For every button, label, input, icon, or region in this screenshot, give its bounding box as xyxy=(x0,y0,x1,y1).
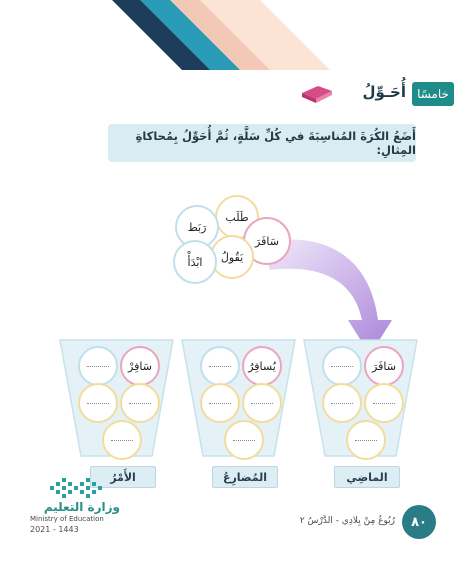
section-title: أُحَـوِّلُ xyxy=(362,83,406,101)
ministry-name-en: Ministry of Education xyxy=(30,515,104,523)
ball-word[interactable]: طَلَب xyxy=(215,195,259,239)
empty-slot[interactable] xyxy=(346,420,386,460)
empty-slot[interactable] xyxy=(120,383,160,423)
filled-slot: سَافَرَ xyxy=(364,346,404,386)
ball-word[interactable]: ابْدَأْ xyxy=(173,240,217,284)
empty-slot[interactable] xyxy=(78,383,118,423)
empty-slot[interactable] xyxy=(200,346,240,386)
filled-slot: يُسافِرُ xyxy=(242,346,282,386)
header-decoration xyxy=(0,0,474,70)
section-badge: خامسًا xyxy=(412,82,454,106)
instruction-text: أَضَعُ الكُرَةَ المُناسِبَةَ في كُلِّ سَلَّةٍ، ثُمَّ أُحَوِّلُ بِمُحاكاةِ المِثالِ: xyxy=(108,124,416,162)
ball-cluster xyxy=(170,195,300,295)
empty-slot[interactable] xyxy=(364,383,404,423)
empty-slot[interactable] xyxy=(200,383,240,423)
ball-word[interactable]: يَقُولُ xyxy=(210,235,254,279)
funnel-label-amr: الأَمْرُ xyxy=(90,466,156,488)
book-icon xyxy=(300,83,334,105)
ball-word[interactable]: رَبَط xyxy=(175,205,219,249)
page-number: ٨٠ xyxy=(402,505,436,539)
empty-slot[interactable] xyxy=(322,383,362,423)
lesson-footer: رُبُوعُ مِنْ بِلادِي - الدَّرْسُ ٢ xyxy=(299,516,395,526)
ball-word[interactable]: سَافَرَ xyxy=(243,217,291,265)
edition-year: 2021 - 1443 xyxy=(30,525,79,534)
filled-slot: سَافِرْ xyxy=(120,346,160,386)
empty-slot[interactable] xyxy=(224,420,264,460)
empty-slot[interactable] xyxy=(78,346,118,386)
empty-slot[interactable] xyxy=(322,346,362,386)
ministry-logo-icon xyxy=(48,478,108,498)
funnel-label-madi: الماضِي xyxy=(334,466,400,488)
funnel-label-mudari: المُضارِعُ xyxy=(212,466,278,488)
ministry-name-ar: وزارة التعليم xyxy=(43,500,120,514)
empty-slot[interactable] xyxy=(102,420,142,460)
empty-slot[interactable] xyxy=(242,383,282,423)
